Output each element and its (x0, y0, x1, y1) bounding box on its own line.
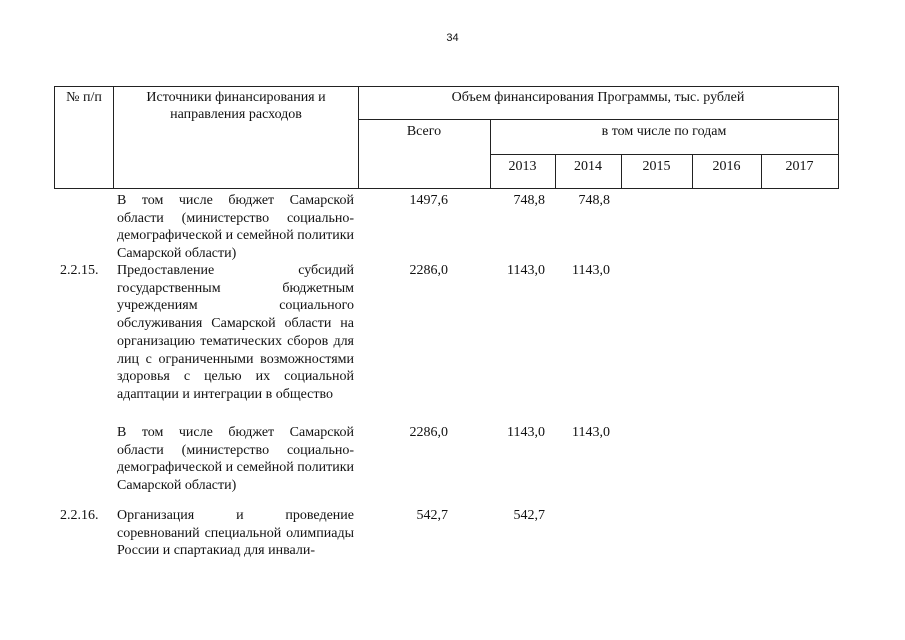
row-number: 2.2.15. (60, 263, 99, 278)
row-2013-value: 542,7 (513, 508, 545, 523)
row-total: 542,7 (416, 508, 448, 523)
row-2014-value: 1143,0 (572, 425, 610, 440)
row-total: 2286,0 (409, 263, 448, 278)
row-2013-value: 1143,0 (507, 425, 545, 440)
row-2014-value: 748,8 (578, 193, 610, 208)
total-column-header: Всего (406, 124, 442, 139)
row-2014-value: 1143,0 (572, 263, 610, 278)
column-divider (113, 87, 114, 188)
table-row-text: Организация и проведение соревнований специальной олимпиады России и спартакиад для инвали- (117, 508, 354, 559)
year-2013-header: 2013 (508, 159, 537, 174)
table-row-text: Предоставление субсидий государственным бюджетным учреждениям социального обслуживания Самарской области на организацию тематических сборов для лиц с ограниченными возможностями здоровья с целью их социальной адаптации и интеграции в общество (117, 263, 354, 402)
number-column-header: № п/п (66, 90, 102, 105)
row-number: 2.2.16. (60, 508, 99, 523)
row-2013-value: 748,8 (513, 193, 545, 208)
table-row-text: В том числе бюджет Самарской области (министерство социально-демографической и семейной политики Самарской области) (117, 193, 354, 262)
row-2013-value: 1143,0 (507, 263, 545, 278)
year-2015-header: 2015 (642, 159, 671, 174)
source-column-header: Источники финансирования и направления расходов (146, 90, 326, 122)
row-total: 1497,6 (409, 193, 448, 208)
row-divider (490, 154, 838, 155)
table-header (54, 86, 839, 189)
row-divider (358, 119, 838, 120)
volume-header: Объем финансирования Программы, тыс. рублей (451, 90, 745, 105)
row-total: 2286,0 (409, 425, 448, 440)
year-2016-header: 2016 (712, 159, 741, 174)
year-2014-header: 2014 (574, 159, 602, 174)
year-2017-header: 2017 (785, 159, 814, 174)
by-years-header: в том числе по годам (601, 124, 727, 139)
page-number: 34 (446, 32, 459, 44)
table-row-text: В том числе бюджет Самарской области (министерство социально-демографической и семейной политики Самарской области) (117, 425, 354, 494)
